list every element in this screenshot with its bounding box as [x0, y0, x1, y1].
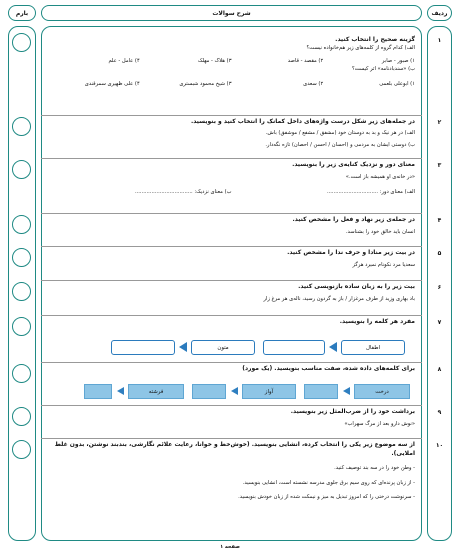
- option[interactable]: ۳) هلاک - مهلک: [197, 57, 232, 64]
- word-box: متون: [191, 340, 255, 355]
- score-circle[interactable]: [12, 160, 31, 179]
- question-title: از سه موضوع زیر یکی را انتخاب کرده، انشایی بنویسید. (خوش‌خط و خوانا، رعایت علائم نگارشی، بندبند نوشتن، بدون غلط املایی).: [54, 441, 415, 457]
- row-divider: [41, 115, 422, 116]
- question-title: در بیت زیر منادا و حرف ندا را مشخص کنید.: [287, 249, 415, 256]
- question-title: برداشت خود را از ضرب‌المثل زیر بنویسید.: [290, 408, 415, 415]
- question-title: در جمله‌های زیر شکل درست واژه‌های داخل کمانک را انتخاب کنید و بنویسید.: [190, 118, 415, 125]
- word-box: درخت: [354, 384, 410, 399]
- word-box: فرشته: [128, 384, 184, 399]
- question-title: مفرد هر کلمه را بنویسید.: [339, 318, 415, 325]
- question-3: [48, 160, 415, 196]
- row-divider: [41, 362, 422, 363]
- row-divider: [41, 438, 422, 439]
- answer-box[interactable]: [111, 340, 175, 355]
- option[interactable]: ۱) صبور - صابر: [381, 57, 415, 64]
- score-circle[interactable]: [12, 364, 31, 383]
- question-number: ۶: [437, 284, 442, 291]
- question-8: [48, 364, 415, 373]
- arrow-left-icon: [179, 342, 187, 352]
- question-9: [48, 407, 415, 429]
- row-divider: [41, 158, 422, 159]
- score-circle[interactable]: [12, 317, 31, 336]
- question-line: - از زبان پرنده‌ای که روی سیم برق جلوی مدرسه نشسته است، انشایی بنویسید.: [242, 479, 415, 486]
- arrow-left-icon: [231, 387, 238, 395]
- score-circle[interactable]: [12, 440, 31, 459]
- row-divider: [41, 280, 422, 281]
- question-line: سعدیا مرد نکونام نمیرد هرگز: [352, 262, 415, 268]
- option[interactable]: ۲) سعدی: [303, 80, 324, 87]
- question-number: ۷: [437, 319, 442, 326]
- question-line: ب) دوستی ایشان به مردمی و (احسان / احسن / احصان) تازه نگه‌دار.: [265, 141, 415, 148]
- score-circle[interactable]: [12, 117, 31, 136]
- question-stem: ب) «سندبادنامه» اثر کیست؟: [351, 66, 415, 73]
- question-1: [48, 35, 415, 88]
- word-box: آواز: [242, 384, 296, 399]
- singular-boxes: [62, 340, 405, 355]
- question-number: ۵: [437, 250, 442, 257]
- question-number: ۲: [437, 119, 442, 126]
- answer-box[interactable]: [263, 340, 325, 355]
- option[interactable]: ۴) علی ظهیری سمرقندی: [84, 80, 140, 87]
- question-title: گزینه صحیح را انتخاب کنید.: [335, 36, 415, 43]
- arrow-left-icon: [117, 387, 124, 395]
- score-circle[interactable]: [12, 407, 31, 426]
- question-7: [48, 317, 415, 326]
- question-number: ۱: [437, 37, 442, 44]
- question-line: انسان باید خالق خود را بشناسد.: [345, 229, 415, 235]
- question-title: برای کلمه‌های داده شده، صفت مناسب بنویسید. (یک مورد): [242, 365, 415, 372]
- answer-box[interactable]: [304, 384, 338, 399]
- question-number: ۱۰: [435, 442, 444, 449]
- row-divider: [41, 213, 422, 214]
- question-title: معنای دور و نزدیک کنایه‌ی زیر را بنویسید.: [292, 161, 415, 168]
- row-divider: [41, 246, 422, 247]
- page-footer: صفحه ۱: [220, 544, 240, 550]
- barom-header: بارم: [8, 5, 36, 21]
- question-number: ۴: [437, 217, 442, 224]
- answer-field[interactable]: ب) معنای نزدیک: ...................................: [134, 188, 232, 195]
- adjective-chain: [55, 384, 410, 399]
- option[interactable]: ۴) عامل - علم: [108, 57, 140, 64]
- question-6: [48, 282, 415, 304]
- radif-header: ردیف: [427, 5, 452, 21]
- question-number: ۸: [437, 366, 442, 373]
- question-line: باد بهاری وزید از طرف مرغزار / باز به گردون رسید، ناله‌ی هر مرغ زار: [263, 296, 415, 302]
- score-circle[interactable]: [12, 282, 31, 301]
- answer-box[interactable]: [84, 384, 112, 399]
- question-line: «در خانه‌ی او همیشه باز است.»: [345, 174, 415, 180]
- word-box: اطفال: [341, 340, 405, 355]
- question-2: [48, 117, 415, 149]
- question-number: ۹: [437, 409, 442, 416]
- score-circle[interactable]: [12, 33, 31, 52]
- arrow-left-icon: [343, 387, 350, 395]
- arrow-left-icon: [329, 342, 337, 352]
- answer-box[interactable]: [192, 384, 226, 399]
- question-stem: الف) کدام گروه از کلمه‌های زیر هم‌خانواده نیست؟: [306, 45, 415, 51]
- question-line: - وطن خود را در سه بند توصیف کنید.: [334, 465, 415, 471]
- row-divider: [41, 405, 422, 406]
- row-divider: [41, 315, 422, 316]
- title-header: شرح سوالات: [41, 5, 422, 21]
- question-line: الف) در هر نیک و بد به دوستان خود (مشفق / مشفع / موشفق) باش.: [265, 130, 415, 136]
- score-circle[interactable]: [12, 248, 31, 267]
- question-line: «نوش دارو بعد از مرگ سهراب»: [344, 421, 415, 427]
- option[interactable]: ۲) مقصد - قاصد: [287, 57, 324, 64]
- header-bar: [8, 5, 452, 21]
- option[interactable]: ۱) ابوعلی بلعمی: [379, 80, 415, 87]
- question-number: ۳: [437, 162, 442, 169]
- question-10: [48, 440, 415, 502]
- question-title: بیت زیر را به زبان ساده بازنویسی کنید.: [298, 283, 415, 290]
- answer-field[interactable]: الف) معنای دور: ...............................: [326, 188, 415, 195]
- question-5: [48, 248, 415, 270]
- option[interactable]: ۳) شیخ محمود شبستری: [179, 80, 232, 87]
- question-line: - سرنوشت درختی را که امروز تبدیل به میز و نیمکت شده از زبان خودش بنویسید.: [238, 494, 415, 501]
- question-title: در جمله‌ی زیر نهاد و فعل را مشخص کنید.: [292, 216, 415, 223]
- score-circle[interactable]: [12, 215, 31, 234]
- question-4: [48, 215, 415, 237]
